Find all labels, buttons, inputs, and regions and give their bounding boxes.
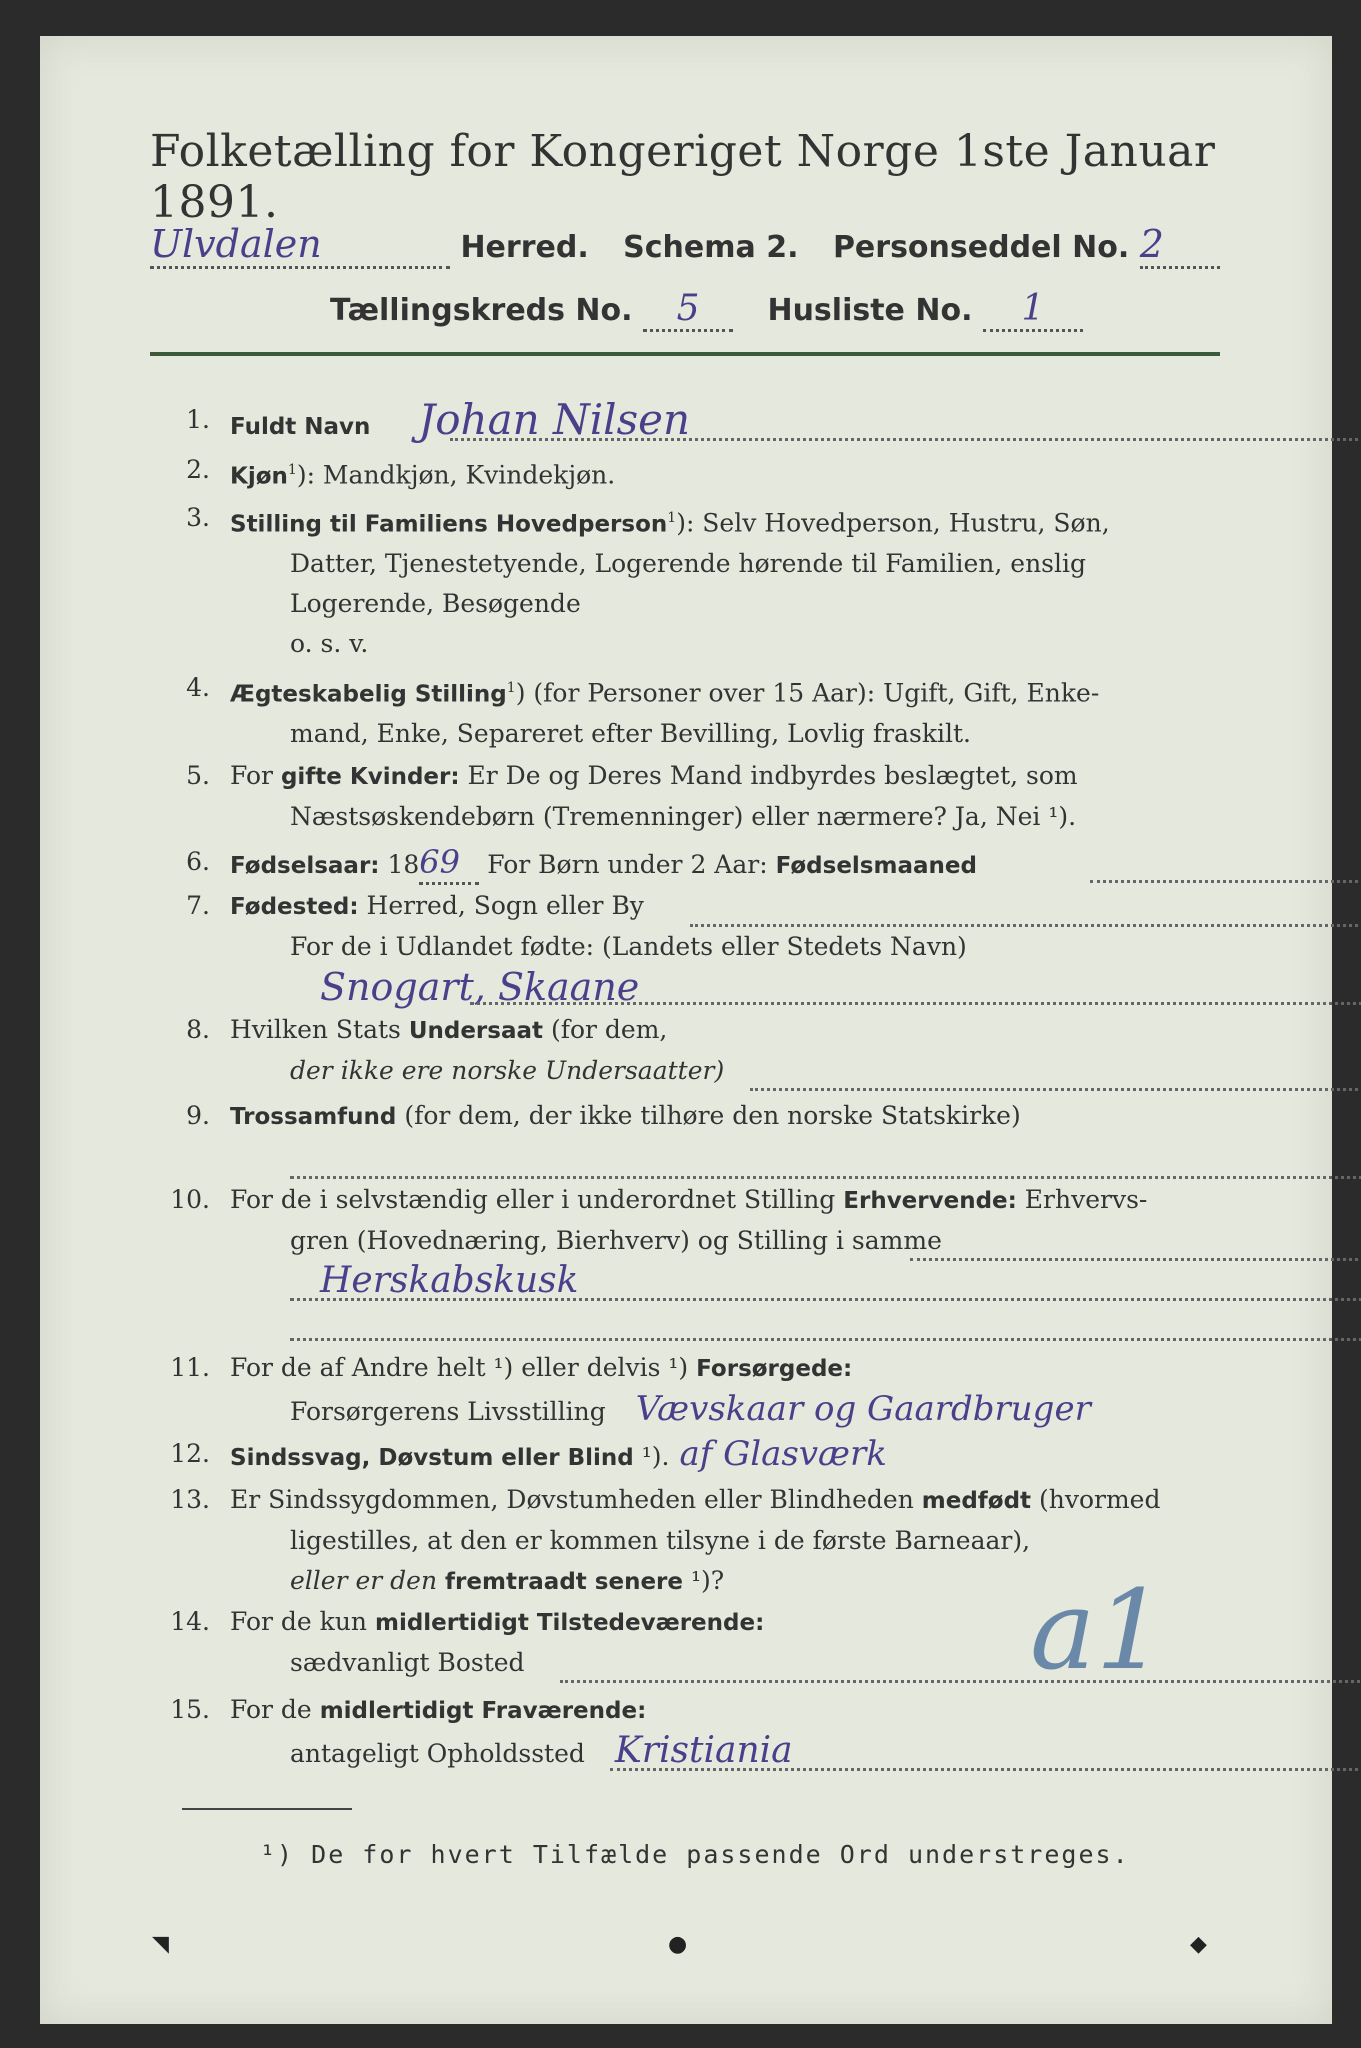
item-number: 1.: [186, 405, 210, 434]
item-number: 3.: [186, 503, 210, 532]
item-number: 7.: [186, 891, 210, 920]
item-text: For de: [230, 1695, 320, 1724]
header-line-herred: [150, 222, 1250, 272]
item-label: gifte Kvinder:: [280, 764, 460, 790]
item-text-line2: For de i Udlandet fødte: (Landets eller Stedets Navn): [290, 932, 967, 961]
item-text-line2: gren (Hovednæring, Bierhverv) og Stilling i samme: [290, 1226, 942, 1255]
item-text: ¹)?: [683, 1566, 725, 1595]
item-label: Sindssvag, Døvstum eller Blind: [230, 1445, 634, 1471]
dotted-leader: [560, 1678, 1360, 1683]
item-label: Ægteskabelig Stilling: [230, 681, 507, 708]
item-label: medfødt: [921, 1488, 1032, 1514]
occupation-value: Herskabskusk: [320, 1260, 579, 1301]
herred-value: Ulvdalen: [150, 222, 450, 269]
item-text: Er De og Deres Mand indbyrdes beslægtet, som: [459, 761, 1078, 790]
header-line-taellingskreds: [330, 288, 1230, 334]
item-label: midlertidigt Tilstedeværende:: [374, 1610, 765, 1636]
dotted-leader: [470, 1000, 1361, 1005]
dotted-leader: [290, 1296, 1361, 1301]
item-label: Fødselsmaaned: [775, 853, 977, 879]
punch-mark: ●: [668, 1932, 688, 1957]
item-text: ¹).: [633, 1442, 670, 1471]
item-text: (for dem, der ikke tilhøre den norske Statskirke): [396, 1101, 1021, 1130]
dotted-leader: [690, 922, 1361, 927]
item-text: For de i selvstændig eller i underordnet Stilling: [230, 1185, 844, 1214]
personseddel-label: Personseddel No.: [832, 230, 1130, 265]
handwritten-stamp-a1: a1: [1030, 1566, 1166, 1694]
item-text: ): Mandkjøn, Kvindekjøn.: [296, 460, 616, 490]
item-text-line2: Næstsøskendebørn (Tremenninger) eller nærmere? Ja, Nei ¹).: [290, 802, 1077, 831]
item-text-line2: der ikke ere norske Undersaatter): [290, 1056, 725, 1085]
form-title: Folketælling for Kongeriget Norge 1ste Januar 1891.: [150, 126, 1216, 228]
item-text: eller er den: [290, 1566, 446, 1595]
item-text: (hvormed: [1031, 1485, 1161, 1514]
footnote: ¹) De for hvert Tilfælde passende Ord understreges.: [260, 1840, 1130, 1869]
item-text: For de kun: [230, 1607, 375, 1636]
birthplace-value: Snogart, Skaane: [320, 965, 640, 1009]
item-text-line2: sædvanligt Bosted: [290, 1648, 525, 1677]
punch-mark: ◆: [1190, 1932, 1207, 1957]
item-number: 5.: [186, 761, 210, 790]
item-text: Er Sindssygdommen, Døvstumheden eller Blindheden: [230, 1485, 922, 1514]
item-label: midlertidigt Fraværende:: [319, 1698, 647, 1724]
item-text: For Børn under 2 Aar:: [479, 850, 776, 879]
item-text: Hvilken Stats: [230, 1015, 409, 1044]
dotted-leader: [610, 1766, 1361, 1771]
dotted-leader: [750, 1086, 1361, 1091]
item-text-line2: Forsørgerens Livsstilling: [290, 1397, 606, 1426]
husliste-value: 1: [983, 288, 1083, 332]
item-text-line2: Datter, Tjenestetyende, Logerende hørende til Familien, enslig: [290, 549, 1087, 579]
item-label: Erhvervende:: [843, 1188, 1017, 1214]
dotted-leader: [290, 1336, 1361, 1341]
dotted-leader: [290, 1174, 1361, 1179]
header-rule: [150, 352, 1220, 356]
item-text: (for dem,: [543, 1015, 668, 1044]
taellingskreds-label: Tællingskreds No.: [330, 293, 633, 328]
item-text-line2: ligestilles, at den er kommen tilsyne i de første Barneaar),: [290, 1526, 1031, 1555]
item-label: Undersaat: [408, 1018, 543, 1044]
item-number: 2.: [186, 455, 210, 484]
item-label: fremtraadt senere: [445, 1569, 683, 1595]
dotted-leader: [450, 436, 1361, 441]
item-label: Kjøn: [230, 463, 288, 490]
absent-location-value: Kristiania: [614, 1730, 793, 1771]
item-number: 6.: [186, 847, 210, 876]
item-number: 11.: [170, 1353, 210, 1382]
item-7: [150, 886, 1230, 1009]
item-number: 9.: [186, 1101, 210, 1130]
item-text: For de af Andre helt ¹) eller delvis ¹): [230, 1353, 697, 1382]
item-3: 3. Stilling til Familiens Hovedperson$^1$): Selv Hovedperson, Hustru, Søn, Datter, Tjenestetyende, Logerende hørende til Familien, enslig Logerende, Besøgende o. s. v.: [150, 498, 1230, 668]
item-label: Trossamfund: [230, 1104, 397, 1130]
item-text: Erhvervs-: [1016, 1185, 1148, 1214]
item-number: 4.: [186, 673, 210, 702]
item-10: [150, 1180, 1230, 1340]
item-number: 13.: [170, 1485, 210, 1514]
item-text-line2: mand, Enke, Separeret efter Bevilling, Lovlig fraskilt.: [290, 719, 971, 749]
taellingskreds-value: 5: [643, 288, 733, 332]
herred-label: Herred.: [460, 230, 589, 265]
item-text: ): Selv Hovedperson, Hustru, Søn,: [676, 508, 1110, 538]
item-number: 14.: [170, 1607, 210, 1636]
item-number: 8.: [186, 1015, 210, 1044]
birth-year-value: 69: [419, 842, 479, 885]
item-number: 12.: [170, 1439, 210, 1468]
schema-label: Schema 2.: [623, 230, 799, 265]
item-label: Fødselsaar:: [230, 853, 380, 879]
item-text: Herred, Sogn eller By: [358, 891, 644, 920]
item-label: Stilling til Familiens Hovedperson: [230, 511, 668, 538]
item-text-line4: o. s. v.: [290, 629, 369, 659]
item-text: ) (for Personer over 15 Aar): Ugift, Gift, Enke-: [515, 678, 1100, 708]
disability-value: af Glasværk: [679, 1434, 887, 1474]
item-label: Fødested:: [230, 894, 359, 920]
item-number: 10.: [170, 1185, 210, 1214]
item-label: Forsørgede:: [696, 1356, 853, 1382]
husliste-label: Husliste No.: [767, 293, 973, 328]
punch-mark: ◥: [152, 1932, 169, 1957]
dotted-leader: [1090, 878, 1361, 883]
item-text-line3: Logerende, Besøgende: [290, 589, 581, 619]
footnote-rule: [182, 1808, 352, 1810]
item-label: Fuldt Navn: [230, 414, 371, 440]
provider-occupation-value: Vævskaar og Gaardbruger: [635, 1389, 1091, 1429]
birth-year-prefix: 18: [379, 850, 420, 879]
item-text-line2: antageligt Opholdssted: [290, 1739, 585, 1768]
item-text: For: [230, 761, 281, 790]
full-name-value: Johan Nilsen: [418, 395, 691, 444]
personseddel-value: 2: [1140, 222, 1220, 269]
dotted-leader: [910, 1256, 1361, 1261]
item-number: 15.: [170, 1695, 210, 1724]
